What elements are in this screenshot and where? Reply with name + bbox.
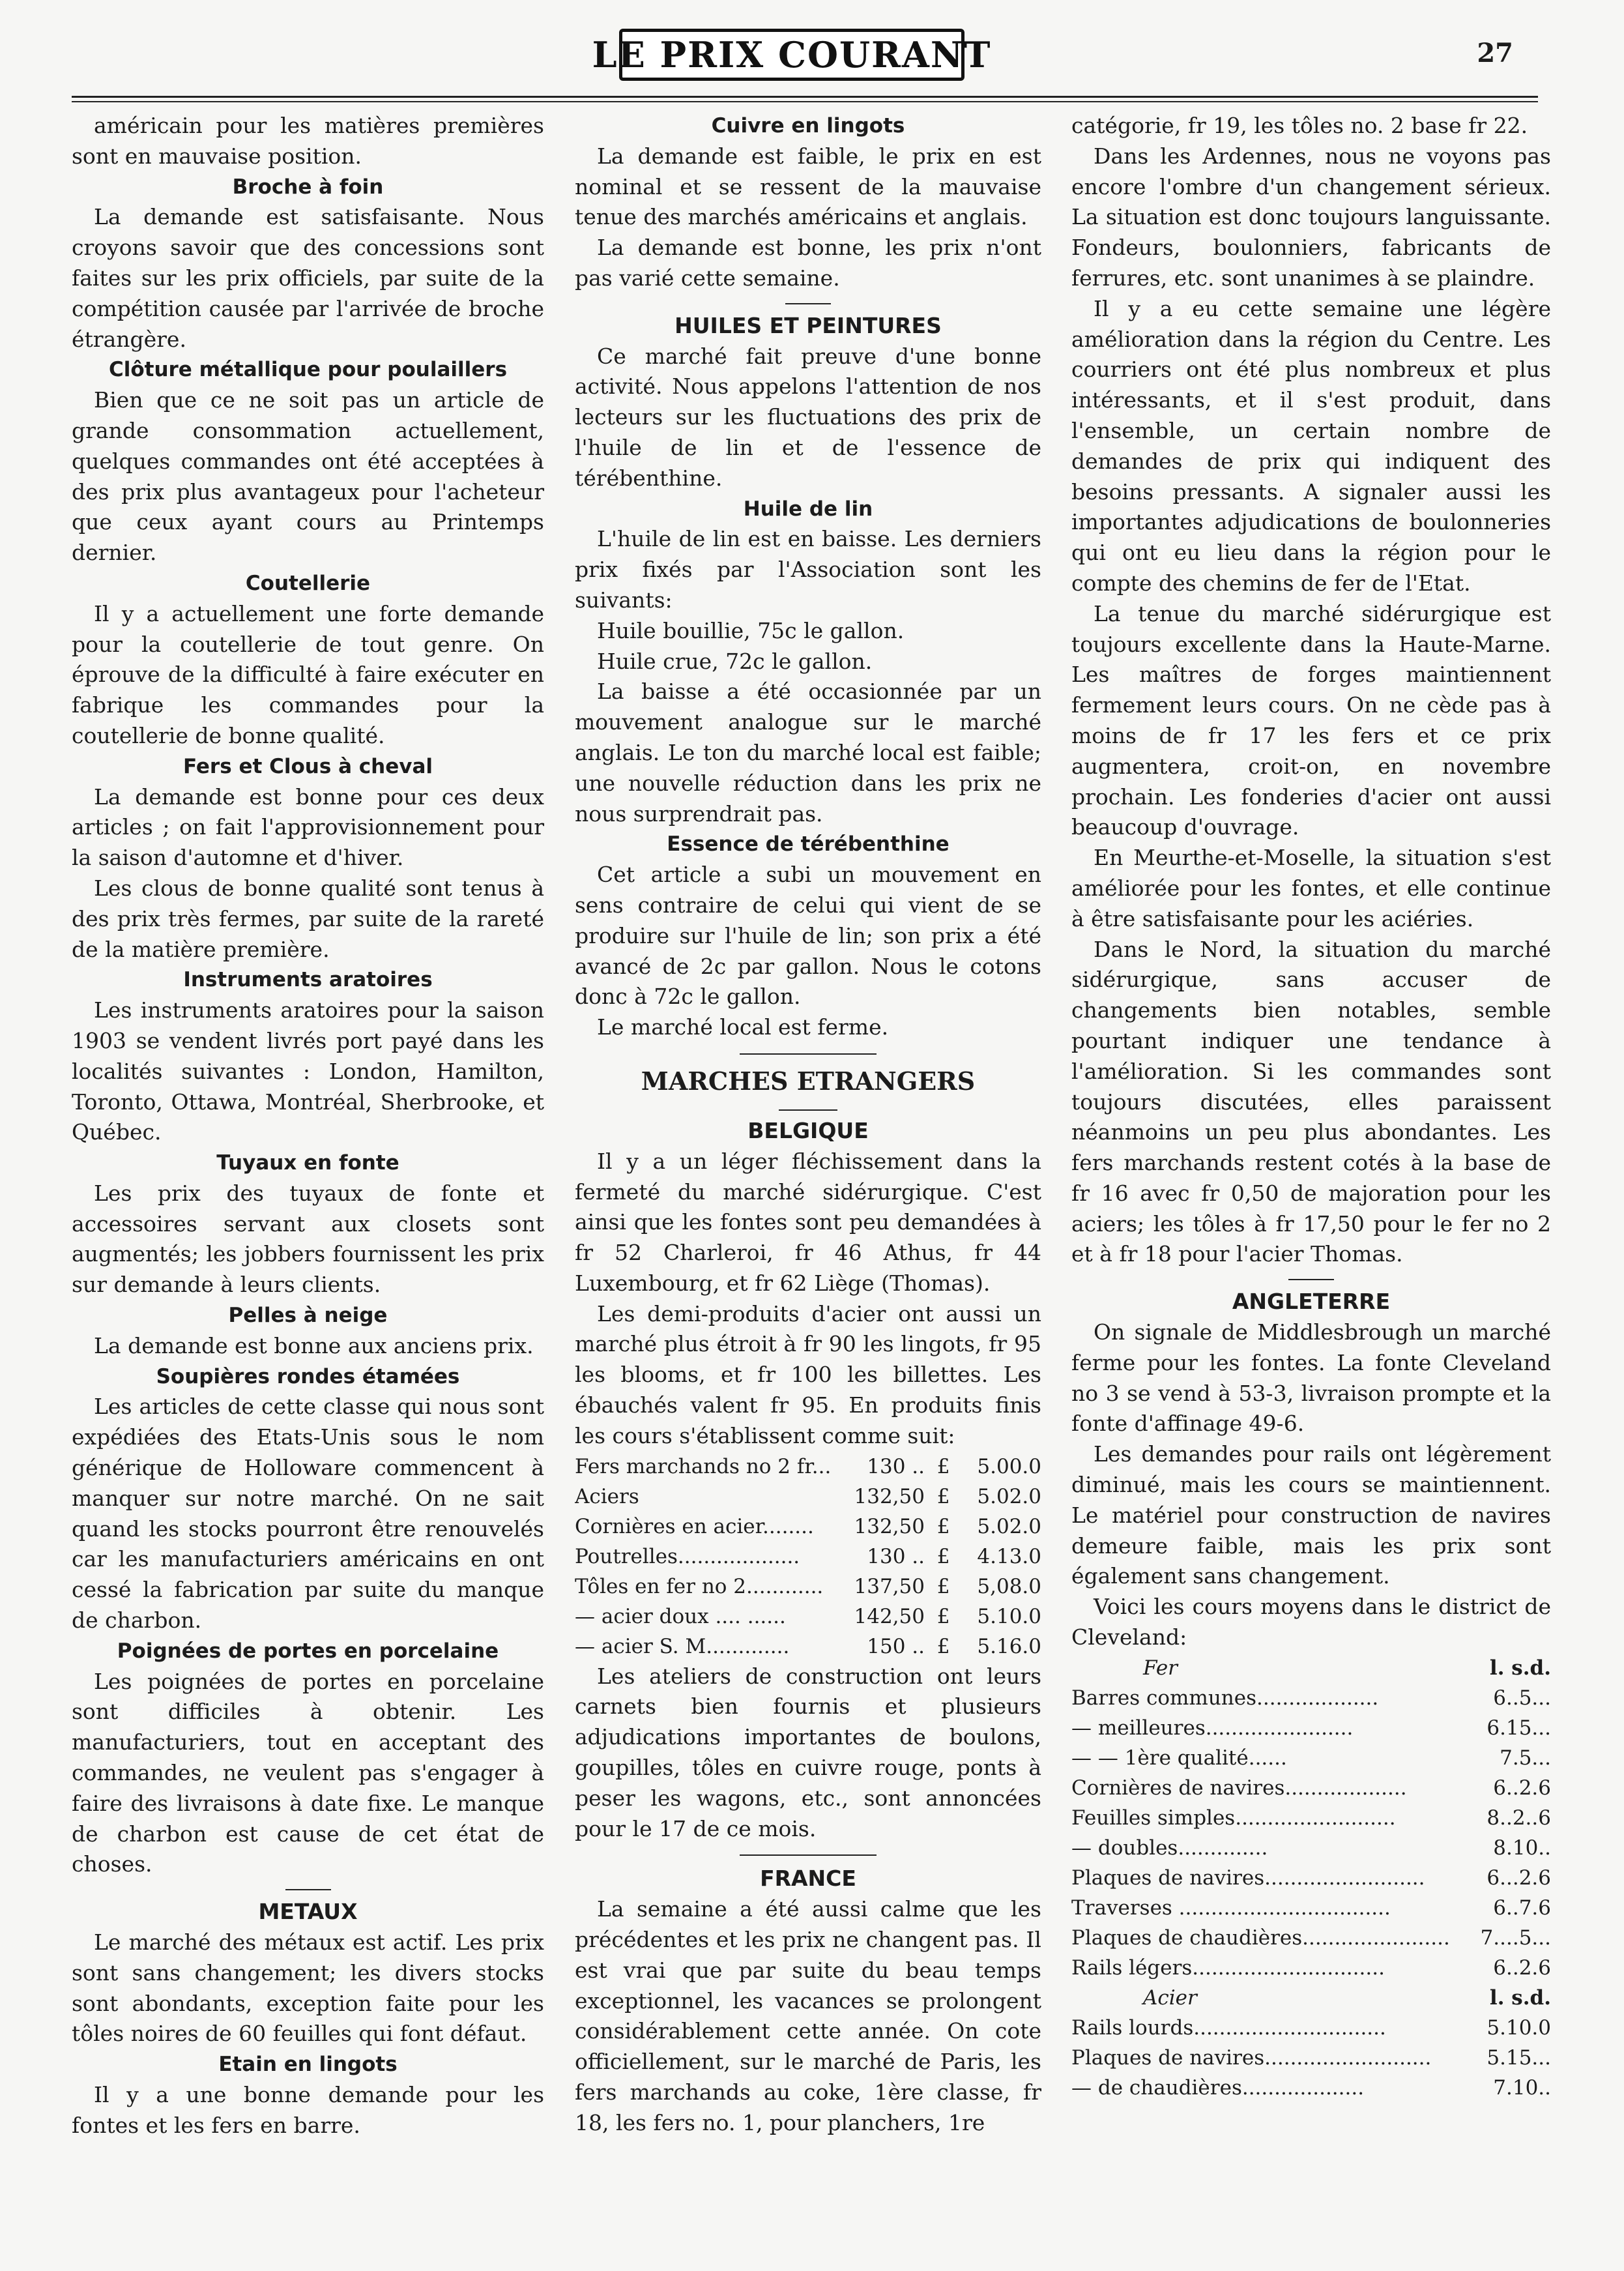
- section-heading: Tuyaux en fonte: [216, 1151, 399, 1175]
- section-heading: Clôture métallique pour poulaillers: [108, 358, 508, 382]
- paragraph: catégorie, fr 19, les tôles no. 2 base fr 22.: [1071, 113, 1528, 138]
- section-divider: [1288, 1279, 1334, 1280]
- paragraph: On signale de Middlesbrough un marché ferme pour les fontes. La fonte Cleveland no 3 se vend à 53-3, livraison prompte et la fonte d'affinage 49-6.: [1071, 1319, 1551, 1437]
- table-cell-item: Feuilles simples.........................: [1071, 1806, 1396, 1830]
- paragraph: Bien que ce ne soit pas un article de grande consommation actuellement, quelques commandes ont été acceptées à des prix plus avantageux pour l'acheteur que ceux ayant cours au Printemps dernier.: [72, 387, 544, 566]
- section-heading: Etain en lingots: [218, 2053, 398, 2077]
- table-cell-price: 5.00.0: [977, 1454, 1041, 1478]
- table-cell-price: 8..2..6: [1486, 1806, 1551, 1830]
- table-cell-item: Tôles en fer no 2............: [575, 1574, 824, 1598]
- column-1: [72, 111, 544, 2141]
- table-cell-price: 6..7.6: [1493, 1896, 1551, 1920]
- table-cell-price: l. s.d.: [1489, 1985, 1551, 2010]
- section-divider: [785, 303, 831, 304]
- table-row: [1071, 1953, 1551, 1983]
- newspaper-logo: LE PRIX COURANT: [619, 29, 964, 81]
- section-heading: Soupières rondes étamées: [156, 1364, 460, 1388]
- table-cell-price: 4.13.0: [977, 1544, 1041, 1568]
- paragraph: La tenue du marché sidérurgique est toujours excellente dans la Haute-Marne. Les maîtres de forges maintiennent fermement leurs cours. On ne cède pas à moins de fr 17 les fers et ce prix augmentera, croit-on, en novembre prochain. Les fonderies d'acier ont aussi beaucoup d'ouvrage.: [1071, 600, 1551, 840]
- table-cell-cur: £: [936, 1634, 950, 1658]
- table-row: [1071, 2013, 1551, 2043]
- table-row: [1071, 1893, 1551, 1923]
- table-row: [1071, 1923, 1551, 1953]
- table-cell-item: Acier: [1143, 1985, 1197, 2010]
- table-cell-item: Fers marchands no 2 fr...: [575, 1454, 832, 1478]
- paragraph: Il y a eu cette semaine une légère amélioration dans la région du Centre. Les courriers ont été plus nombreux et plus intéressants, et il s'est produit, dans l'ensemble, un certain nombre de demandes de prix qui indiquent des besoins pressants. A signaler aussi les importantes adjudications de boulonneries qui ont eu lieu dans la région pour le compte des chemins de fer de l'Etat.: [1071, 295, 1551, 596]
- table-subheader: [1071, 1653, 1551, 1683]
- table-row: [1071, 1773, 1551, 1803]
- section-heading: HUILES ET PEINTURES: [674, 312, 942, 338]
- table-cell-price: 5,08.0: [977, 1574, 1041, 1598]
- table-cell-price: 7.10..: [1493, 2075, 1551, 2100]
- paragraph: La demande est bonne, les prix n'ont pas varié cette semaine.: [575, 235, 1041, 291]
- header-rule-top: [72, 96, 1538, 98]
- paragraph: Les demandes pour rails ont légèrement diminué, mais les cours se maintiennent. Le matériel pour construction de navires demeure faible, mais les prix sont également sans changement.: [1071, 1441, 1551, 1589]
- paragraph: Huile crue, 72c le gallon.: [597, 648, 873, 674]
- paragraph: Les poignées de portes en porcelaine sont difficiles à obtenir. Les manufacturiers, tout en acceptant des commandes, ne veulent pas s'engager à faire des livraisons à date fixe. Le manque de charbon est cause de cet état de choses.: [72, 1668, 544, 1877]
- table-cell-item: Fer: [1143, 1656, 1178, 1680]
- table-cell-item: — doubles..............: [1071, 1836, 1268, 1860]
- table-cell-price: 5.02.0: [977, 1484, 1041, 1508]
- masthead: [0, 0, 1624, 98]
- table-cell-price: 6..2.6: [1493, 1776, 1551, 1800]
- column-3: [1071, 111, 1551, 2103]
- table-cell-fr: 150 ..: [867, 1634, 925, 1658]
- section-heading: Coutellerie: [245, 571, 371, 595]
- column-2: [575, 111, 1041, 2139]
- paragraph: Les prix des tuyaux de fonte et accessoires servant aux closets sont augmentés; les jobbers fournissent les prix sur demande à leurs clients.: [72, 1180, 544, 1298]
- table-cell-item: Plaques de navires.........................: [1071, 1866, 1425, 1890]
- paragraph: Les clous de bonne qualité sont tenus à des prix très fermes, par suite de la rareté de la matière première.: [72, 875, 544, 962]
- table-cell-item: Plaques de navires..........................: [1071, 2045, 1432, 2070]
- table-row: [575, 1542, 1041, 1572]
- table-row: [1071, 1803, 1551, 1833]
- section-heading: Fers et Clous à cheval: [182, 754, 433, 778]
- table-cell-item: Poutrelles...................: [575, 1544, 800, 1568]
- table-cell-fr: 132,50: [854, 1484, 925, 1508]
- table-cell-price: 5.16.0: [977, 1634, 1041, 1658]
- paragraph: Les instruments aratoires pour la saison 1903 se vendent livrés port payé dans les localités suivantes : London, Hamilton, Toronto, Ottawa, Montréal, Sherbrooke, et Québec.: [72, 997, 544, 1145]
- paragraph: Les demi-produits d'acier ont aussi un marché plus étroit à fr 90 les lingots, fr 95 les blooms, et fr 100 les billettes. Les ébauchés valent fr 95. En produits finis les cours s'établissent comme suit:: [575, 1300, 1041, 1448]
- table-cell-cur: £: [936, 1544, 950, 1568]
- table-cell-fr: 132,50: [854, 1514, 925, 1538]
- paragraph: Dans le Nord, la situation du marché sidérurgique, sans accuser de changements bien notables, semble pourtant indiquer une tendance à l'amélioration. Si les commandes sont toujours discutées, elles paraissent néanmoins un peu plus abondantes. Les fers marchands restent cotés à la base de fr 16 avec fr 0,50 de majoration pour les aciers; les tôles à fr 17,50 pour le fer no 2 et à fr 18 pour l'acier Thomas.: [1071, 936, 1551, 1267]
- table-cell-price: 8.10..: [1493, 1836, 1551, 1860]
- table-cell-price: 6..2.6: [1493, 1956, 1551, 1980]
- table-cell-price: 5.10.0: [1486, 2015, 1551, 2040]
- table-cell-item: Rails légers..............................: [1071, 1956, 1385, 1980]
- table-subheader: [1071, 1983, 1551, 2013]
- table-cell-price: 6...2.6: [1486, 1866, 1551, 1890]
- table-row: [1071, 2073, 1551, 2103]
- paragraph: Dans les Ardennes, nous ne voyons pas encore l'ombre d'un changement sérieux. La situation est donc toujours languissante. Fondeurs, boulonniers, fabricants de ferrures, etc. sont unanimes à se plaindre.: [1071, 143, 1551, 291]
- table-cell-price: 5.15...: [1486, 2045, 1551, 2070]
- table-cell-price: 7.5...: [1500, 1746, 1551, 1770]
- table-cell-fr: 130 ..: [867, 1454, 925, 1478]
- paragraph: Ce marché fait preuve d'une bonne activité. Nous appelons l'attention de nos lecteurs sur les fluctuations des prix de l'huile de lin et de l'essence de térébenthine.: [575, 343, 1041, 491]
- section-heading: METAUX: [258, 1899, 358, 1925]
- section-heading: Broche à foin: [232, 175, 384, 199]
- section-heading: Poignées de portes en porcelaine: [117, 1639, 499, 1663]
- paragraph: Le marché local est ferme.: [597, 1014, 889, 1040]
- section-heading: Huile de lin: [743, 497, 873, 521]
- section-divider: [285, 1889, 331, 1890]
- table-row: [1071, 1833, 1551, 1863]
- table-cell-cur: £: [936, 1604, 950, 1628]
- table-row: [1071, 1713, 1551, 1743]
- table-cell-item: Traverses .................................: [1071, 1896, 1391, 1920]
- section-heading: Cuivre en lingots: [711, 114, 905, 138]
- paragraph: La demande est bonne aux anciens prix.: [94, 1332, 534, 1358]
- section-divider: [740, 1053, 877, 1055]
- table-cell-price: 5.02.0: [977, 1514, 1041, 1538]
- table-cell-cur: £: [936, 1484, 950, 1508]
- table-row: [1071, 1863, 1551, 1893]
- table-cell-price: 5.10.0: [977, 1604, 1041, 1628]
- table-row: [1071, 1743, 1551, 1773]
- table-cell-item: Rails lourds..............................: [1071, 2015, 1386, 2040]
- paragraph: Il y a un léger fléchissement dans la fermeté du marché sidérurgique. C'est ainsi que les fontes sont peu demandées à fr 52 Charleroi, fr 46 Athus, fr 44 Luxembourg, et fr 62 Liège (Thomas).: [575, 1148, 1041, 1296]
- cleveland-price-table: [1071, 1653, 1551, 2103]
- table-cell-item: — acier S. M.............: [575, 1634, 790, 1658]
- paragraph: Voici les cours moyens dans le district de Cleveland:: [1071, 1594, 1551, 1650]
- table-cell-item: Plaques de chaudières.......................: [1071, 1926, 1450, 1950]
- section-heading: ANGLETERRE: [1232, 1289, 1391, 1315]
- table-row: [575, 1452, 1041, 1482]
- paragraph: La baisse a été occasionnée par un mouvement analogue sur le marché anglais. Le ton du marché local est faible; une nouvelle réduction dans les prix ne nous surprendrait pas.: [575, 679, 1041, 827]
- section-heading: FRANCE: [760, 1866, 856, 1892]
- table-cell-item: Cornières de navires...................: [1071, 1776, 1407, 1800]
- table-cell-fr: 130 ..: [867, 1544, 925, 1568]
- paragraph: La semaine a été aussi calme que les précédentes et les prix ne changent pas. Il est vrai que par suite du beau temps exceptionnel, les vacances se prolongent considérablement cette année. On cote officiellement, sur le marché de Paris, les fers marchands au coke, 1ère classe, fr 18, les fers no. 1, pour planchers, 1re: [575, 1896, 1041, 2135]
- section-heading: Essence de térébenthine: [667, 832, 950, 857]
- table-cell-item: — meilleures.......................: [1071, 1716, 1354, 1740]
- table-row: [575, 1512, 1041, 1542]
- table-cell-item: — de chaudières...................: [1071, 2075, 1365, 2100]
- paragraph: La demande est faible, le prix en est nominal et se ressent de la mauvaise tenue des marchés américains et anglais.: [575, 143, 1041, 230]
- section-divider: [740, 1854, 877, 1856]
- paragraph: Les articles de cette classe qui nous sont expédiées des Etats-Unis sous le nom générique de Holloware commencent à manquer sur notre marché. On ne sait quand les stocks pourront être renouvelés car les manufacturiers américains en ont cessé la fabrication par suite du manque de charbon.: [72, 1394, 544, 1634]
- paragraph: Cet article a subi un mouvement en sens contraire de celui qui vient de se produire sur l'huile de lin; son prix a été avancé de 2c par gallon. Nous le cotons donc à 72c le gallon.: [575, 862, 1041, 1010]
- table-cell-cur: £: [936, 1574, 950, 1598]
- header-rule-bottom: [72, 101, 1538, 102]
- page-number: 27: [1477, 38, 1513, 68]
- paragraph: La demande est satisfaisante. Nous croyons savoir que des concessions sont faites sur les prix officiels, par suite de la compétition causée par l'arrivée de broche étrangère.: [72, 204, 544, 352]
- paragraph: Il y a actuellement une forte demande pour la coutellerie de tout genre. On éprouve de la difficulté à faire exécuter en fabrique les commandes pour la coutellerie de bonne qualité.: [72, 600, 544, 748]
- table-cell-cur: £: [936, 1514, 950, 1538]
- table-cell-fr: 142,50: [854, 1604, 925, 1628]
- paragraph: Les ateliers de construction ont leurs carnets bien fournis et plusieurs adjudications importantes de boulons, goupilles, tôles en cuivre rouge, ponts à peser les wagons, etc., sont annoncées pour le 17 de ce mois.: [575, 1663, 1041, 1841]
- table-row: [575, 1482, 1041, 1512]
- table-row: [575, 1632, 1041, 1662]
- paragraph: L'huile de lin est en baisse. Les derniers prix fixés par l'Association sont les suivants:: [575, 526, 1041, 613]
- table-row: [575, 1602, 1041, 1632]
- section-heading: BELGIQUE: [747, 1117, 869, 1143]
- table-cell-item: Aciers: [575, 1484, 639, 1508]
- table-cell-fr: 137,50: [854, 1574, 925, 1598]
- table-cell-item: — — 1ère qualité......: [1071, 1746, 1287, 1770]
- paragraph: Il y a une bonne demande pour les fontes et les fers en barre.: [72, 2082, 544, 2138]
- table-cell-item: — acier doux .... ......: [575, 1604, 786, 1628]
- belgique-price-table: [575, 1452, 1041, 1662]
- table-cell-price: 6..5...: [1493, 1686, 1551, 1710]
- table-cell-item: Barres communes...................: [1071, 1686, 1379, 1710]
- table-cell-price: 7....5...: [1480, 1926, 1551, 1950]
- paragraph: La demande est bonne pour ces deux articles ; on fait l'approvisionnement pour la saison d'automne et d'hiver.: [72, 784, 544, 871]
- table-row: [1071, 2043, 1551, 2073]
- table-cell-price: l. s.d.: [1489, 1656, 1551, 1680]
- section-heading: MARCHES ETRANGERS: [641, 1066, 976, 1096]
- paragraph: En Meurthe-et-Moselle, la situation s'est améliorée pour les fontes, et elle continue à être satisfaisante pour les aciéries.: [1071, 845, 1551, 931]
- paragraph: américain pour les matières premières sont en mauvaise position.: [72, 113, 544, 169]
- table-cell-cur: £: [936, 1454, 950, 1478]
- table-cell-item: Cornières en acier........: [575, 1514, 814, 1538]
- table-cell-price: 6.15...: [1486, 1716, 1551, 1740]
- table-row: [1071, 1683, 1551, 1713]
- section-divider: [779, 1109, 837, 1111]
- table-row: [575, 1572, 1041, 1602]
- section-heading: Pelles à neige: [228, 1304, 388, 1328]
- paragraph: Le marché des métaux est actif. Les prix sont sans changement; les divers stocks sont abondants, exception faite pour les tôles noires de 60 feuilles qui font défaut.: [72, 1929, 544, 2047]
- section-heading: Instruments aratoires: [183, 968, 433, 992]
- paragraph: Huile bouillie, 75c le gallon.: [597, 617, 905, 643]
